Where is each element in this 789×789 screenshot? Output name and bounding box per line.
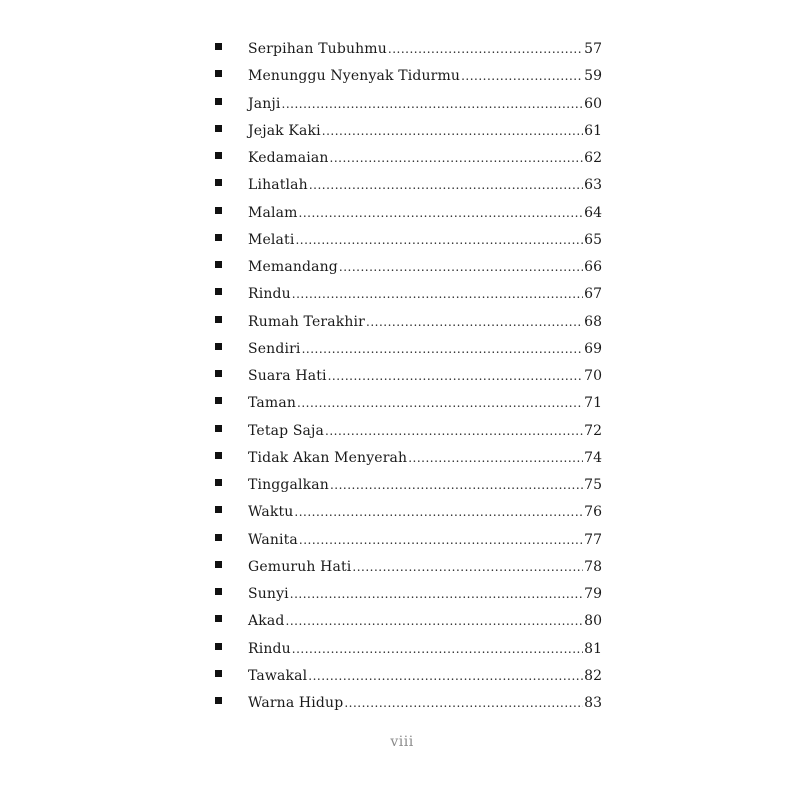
toc-entry-page: 75 (584, 477, 602, 493)
toc-entry-title: Malam (248, 204, 298, 221)
toc-entry[interactable] (210, 445, 602, 472)
toc-entry[interactable] (210, 172, 602, 199)
toc-entry-page: 64 (584, 204, 602, 221)
square-bullet-icon (215, 179, 222, 186)
square-bullet-icon (215, 452, 222, 459)
toc-entry-page: 70 (584, 368, 602, 384)
square-bullet-icon (215, 534, 222, 541)
toc-entry-page: 66 (584, 259, 602, 275)
toc-entry[interactable] (210, 118, 602, 145)
toc-entry[interactable] (210, 663, 602, 690)
square-bullet-icon (215, 615, 222, 622)
toc-entry-page: 82 (584, 667, 602, 684)
toc-entry-title: Menunggu Nyenyak Tidurmu (248, 68, 461, 85)
dot-leader (388, 36, 583, 63)
dot-leader (297, 390, 583, 417)
toc-entry[interactable] (210, 581, 602, 608)
toc-entry-page: 74 (584, 449, 602, 466)
toc-entry-page: 60 (584, 95, 602, 112)
toc-entry-page: 69 (584, 340, 602, 357)
toc-entry-page: 79 (584, 586, 602, 602)
dot-leader (408, 445, 583, 472)
square-bullet-icon (215, 697, 222, 704)
toc-entry-title: Sendiri (248, 340, 301, 357)
toc-entry-page: 83 (584, 695, 602, 711)
toc-entry-title: Akad (248, 613, 285, 630)
toc-entry-title: Jejak Kaki (248, 122, 321, 139)
toc-entry-title: Rumah Terakhir (248, 313, 365, 330)
toc-entry-page: 62 (584, 150, 602, 166)
square-bullet-icon (215, 588, 222, 595)
toc-entry-title: Tawakal (248, 667, 308, 684)
toc-entry-page: 59 (584, 68, 602, 85)
toc-entry-title: Serpihan Tubuhmu (248, 41, 387, 57)
square-bullet-icon (215, 98, 222, 105)
toc-entry-page: 67 (584, 286, 602, 303)
dot-leader (322, 118, 583, 145)
square-bullet-icon (215, 70, 222, 77)
dot-leader (292, 636, 583, 663)
toc-entry-title: Melati (248, 231, 295, 248)
toc-entry[interactable] (210, 418, 602, 445)
toc-entry[interactable] (210, 63, 602, 90)
toc-entry-title: Rindu (248, 640, 291, 657)
toc-entry-page: 76 (584, 504, 602, 521)
square-bullet-icon (215, 343, 222, 350)
toc-entry-title: Kedamaian (248, 150, 329, 166)
dot-leader (328, 363, 584, 390)
dot-leader (309, 172, 583, 199)
dot-leader (299, 200, 584, 227)
square-bullet-icon (215, 125, 222, 132)
square-bullet-icon (215, 261, 222, 268)
toc-entry-title: Tidak Akan Menyerah (248, 449, 408, 466)
dot-leader (352, 554, 583, 581)
dot-leader (290, 581, 583, 608)
dot-leader (292, 281, 583, 308)
dot-leader (302, 336, 584, 363)
toc-entry-title: Gemuruh Hati (248, 558, 352, 575)
square-bullet-icon (215, 316, 222, 323)
dot-leader (308, 663, 583, 690)
toc-entry[interactable] (210, 472, 602, 499)
dot-leader (282, 91, 584, 118)
toc-entry-title: Taman (248, 395, 296, 412)
square-bullet-icon (215, 152, 222, 159)
dot-leader (294, 499, 583, 526)
square-bullet-icon (215, 43, 222, 50)
dot-leader (286, 608, 584, 635)
dot-leader (295, 227, 583, 254)
toc-entry[interactable] (210, 499, 602, 526)
toc-entry[interactable] (210, 227, 602, 254)
toc-entry-page: 78 (584, 558, 602, 575)
toc-entry-title: Janji (248, 95, 281, 112)
dot-leader (339, 254, 583, 281)
dot-leader (344, 690, 583, 717)
dot-leader (330, 472, 583, 499)
toc-entry-page: 63 (584, 177, 602, 194)
page-number: viii (390, 734, 414, 750)
toc-entry-page: 61 (584, 122, 602, 139)
toc-entry[interactable] (210, 336, 602, 363)
toc-entry[interactable] (210, 145, 602, 172)
square-bullet-icon (215, 561, 222, 568)
square-bullet-icon (215, 670, 222, 677)
square-bullet-icon (215, 397, 222, 404)
toc-entry[interactable] (210, 36, 602, 63)
toc-entry[interactable] (210, 91, 602, 118)
table-of-contents (210, 36, 602, 717)
toc-entry[interactable] (210, 527, 602, 554)
toc-entry-title: Tinggalkan (248, 477, 329, 493)
square-bullet-icon (215, 643, 222, 650)
toc-entry-title: Suara Hati (248, 368, 327, 384)
toc-entry-page: 81 (584, 640, 602, 657)
square-bullet-icon (215, 234, 222, 241)
toc-entry-page: 72 (584, 422, 602, 439)
toc-entry[interactable] (210, 554, 602, 581)
toc-entry-page: 68 (584, 313, 602, 330)
toc-entry[interactable] (210, 281, 602, 308)
dot-leader (366, 309, 583, 336)
toc-entry-title: Waktu (248, 504, 294, 521)
toc-entry-title: Wanita (248, 531, 298, 548)
toc-entry-title: Tetap Saja (248, 422, 325, 439)
toc-entry[interactable] (210, 200, 602, 227)
toc-entry-page: 71 (584, 395, 602, 412)
toc-entry[interactable] (210, 608, 602, 635)
toc-entry-page: 57 (584, 41, 602, 57)
dot-leader (330, 145, 584, 172)
toc-entry-page: 80 (584, 613, 602, 630)
square-bullet-icon (215, 370, 222, 377)
toc-entry[interactable] (210, 636, 602, 663)
toc-entry-title: Memandang (248, 259, 338, 275)
toc-entry[interactable] (210, 390, 602, 417)
dot-leader (325, 418, 583, 445)
toc-entry-title: Sunyi (248, 586, 289, 602)
square-bullet-icon (215, 207, 222, 214)
square-bullet-icon (215, 506, 222, 513)
toc-entry[interactable] (210, 309, 602, 336)
toc-entry-page: 77 (584, 531, 602, 548)
square-bullet-icon (215, 288, 222, 295)
dot-leader (299, 527, 583, 554)
toc-entry[interactable] (210, 254, 602, 281)
toc-entry-page: 65 (584, 231, 602, 248)
toc-entry[interactable] (210, 363, 602, 390)
square-bullet-icon (215, 425, 222, 432)
toc-entry-title: Warna Hidup (248, 695, 344, 711)
square-bullet-icon (215, 479, 222, 486)
toc-entry-title: Rindu (248, 286, 291, 303)
toc-entry-title: Lihatlah (248, 177, 308, 194)
dot-leader (461, 63, 583, 90)
toc-entry[interactable] (210, 690, 602, 717)
